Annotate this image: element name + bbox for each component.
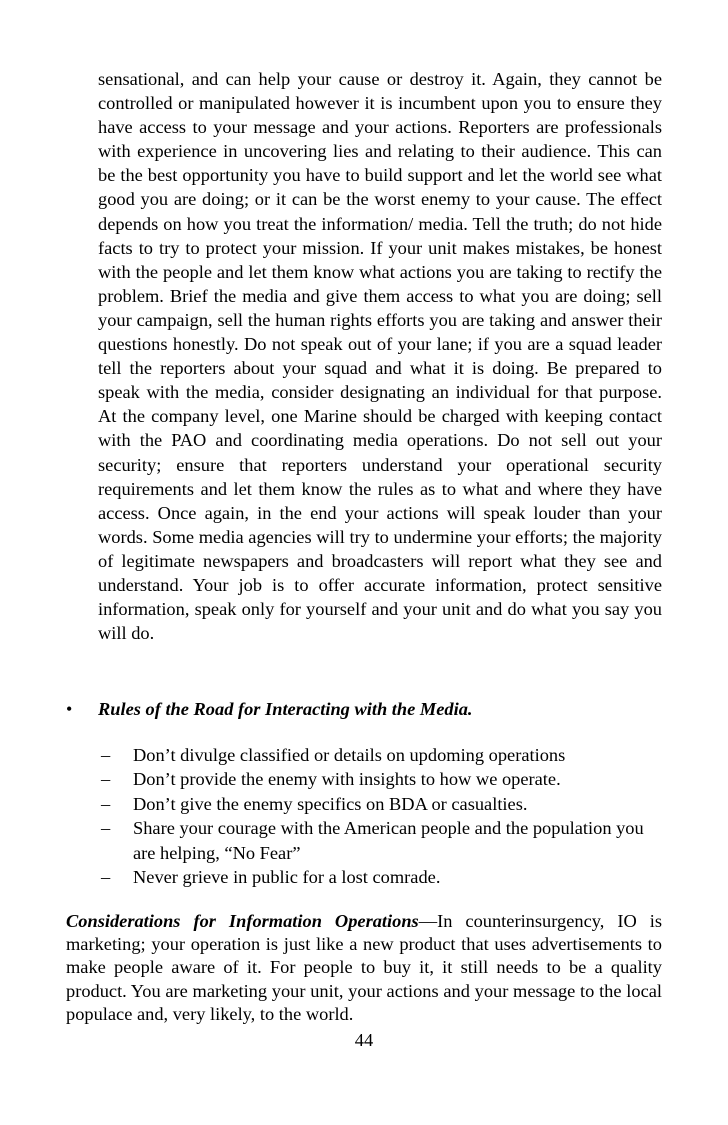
page-number: 44 <box>354 1030 374 1050</box>
list-item <box>98 816 668 865</box>
considerations-paragraph <box>66 910 662 1026</box>
list-item <box>98 767 668 791</box>
list-item <box>98 792 668 816</box>
rule-text: Don’t divulge classified or details on updoming operations <box>133 745 566 765</box>
rules-list <box>98 743 668 889</box>
dash-marker: – <box>101 867 111 888</box>
dash-marker: – <box>101 818 111 839</box>
considerations-body: —In counterinsurgency, IO is marketing; your operation is just like a new product that uses advertisements to make people aware of it. For people to buy it, it still needs to be a quality product. You are marketing your unit, your actions and your message to the local populace and, very likely, to the world. <box>66 911 662 1024</box>
dash-marker: – <box>101 793 111 814</box>
dash-marker: – <box>101 769 111 790</box>
dash-marker: – <box>101 745 111 765</box>
rule-text: Don’t give the enemy specifics on BDA or casualties. <box>133 793 528 814</box>
list-item <box>98 865 668 889</box>
rule-text: Never grieve in public for a lost comrade. <box>133 867 441 888</box>
rule-text: Share your courage with the American people and the population you are helping, “No Fear” <box>133 818 644 863</box>
list-item <box>98 743 668 767</box>
intro-paragraph: sensational, and can help your cause or destroy it. Again, they cannot be controlled or manipulated however it is incumbent upon you to ensure they have access to your message and your actions. Reporters are professionals with experience in uncovering lies and relating to their audience. This can be the best opportunity you have to build support and let the world see what good you are doing; or it can be the worst enemy to your cause. The effect depends on how you treat the information/ media. Tell the truth; do not hide facts to try to protect your mission. If your unit makes mistakes, be honest with the people and let them know what actions you are taking to rectify the problem. Brief the media and give them access to what you are doing; sell your campaign, sell the human rights efforts you are taking and answer their questions honestly. Do not speak out of your lane; if you are a squad leader tell the reporters about your squad and what it is doing. Be prepared to speak with the media, consider designating an individual for that purpose. At the company level, one Marine should be charged with keeping contact with the PAO and coordinating media operations. Do not sell out your security; ensure that reporters understand your operational security requirements and let them know the rules as to what and where they have access. Once again, in the end your actions will speak louder than your words. Some media agencies will try to undermine your efforts; the majority of legitimate newspapers and broadcasters will report what they see and understand. Your job is to offer accurate information, protect sensitive information, speak only for yourself and your unit and do what you say you will do. <box>98 69 662 644</box>
rules-heading: Rules of the Road for Interacting with the Media. <box>98 699 473 719</box>
bullet-marker: • <box>66 699 73 719</box>
rule-text: Don’t provide the enemy with insights to how we operate. <box>133 769 561 790</box>
considerations-lead-in: Considerations for Information Operations <box>66 911 419 931</box>
